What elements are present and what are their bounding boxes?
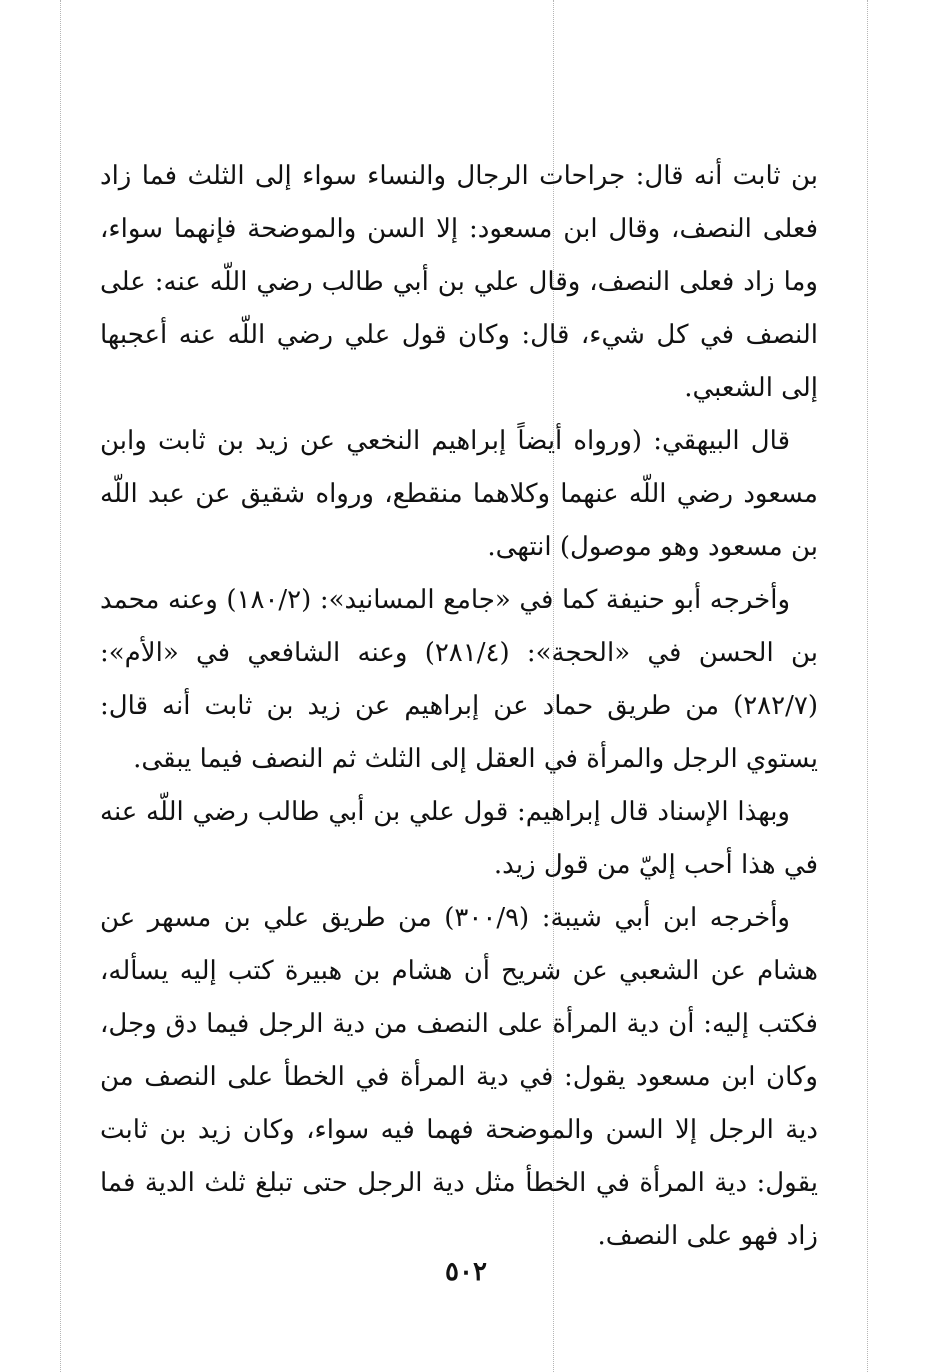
scan-guide-left <box>60 0 61 1372</box>
scan-guide-right <box>867 0 868 1372</box>
page-body <box>100 150 818 1263</box>
paragraph-3: وأخرجه أبو حنيفة كما في «جامع المسانيد»: (١٨٠/٢) وعنه محمد بن الحسن في «الحجة»: (٢٨١/٤) وعنه الشافعي في «الأم»: (٢٨٢/٧) من طريق حماد عن إبراهيم عن زيد بن ثابت أنه قال: يستوي الرجل والمرأة في العقل إلى الثلث ثم النصف فيما يبقى. <box>100 585 818 774</box>
paragraph-2: قال البيهقي: (ورواه أيضاً إبراهيم النخعي عن زيد بن ثابت وابن مسعود رضي اللّه عنهما وكلاهما منقطع، ورواه شقيق عن عبد اللّه بن مسعود وهو موصول) انتهى. <box>100 426 818 562</box>
paragraph-4: وبهذا الإسناد قال إبراهيم: قول علي بن أبي طالب رضي اللّه عنه في هذا أحب إليّ من قول زيد. <box>100 797 818 880</box>
paragraph-1: بن ثابت أنه قال: جراحات الرجال والنساء سواء إلى الثلث فما زاد فعلى النصف، وقال ابن مسعود: إلا السن والموضحة فإنهما سواء، وما زاد فعلى النصف، وقال علي بن أبي طالب رضي اللّه عنه: على النصف في كل شيء، قال: وكان قول علي رضي اللّه عنه أعجبها إلى الشعبي. <box>100 161 818 403</box>
page-number: ٥٠٢ <box>445 1257 487 1287</box>
paragraph-5: وأخرجه ابن أبي شيبة: (٣٠٠/٩) من طريق علي بن مسهر عن هشام عن الشعبي عن شريح أن هشام بن هبيرة كتب إليه يسأله، فكتب إليه: أن دية المرأة على النصف من دية الرجل فيما دق وجل، وكان ابن مسعود يقول: في دية المرأة في الخطأ على النصف من دية الرجل إلا السن والموضحة فهما فيه سواء، وكان زيد بن ثابت يقول: دية المرأة في الخطأ مثل دية الرجل حتى تبلغ ثلث الدية فما زاد فهو على النصف. <box>100 903 818 1251</box>
